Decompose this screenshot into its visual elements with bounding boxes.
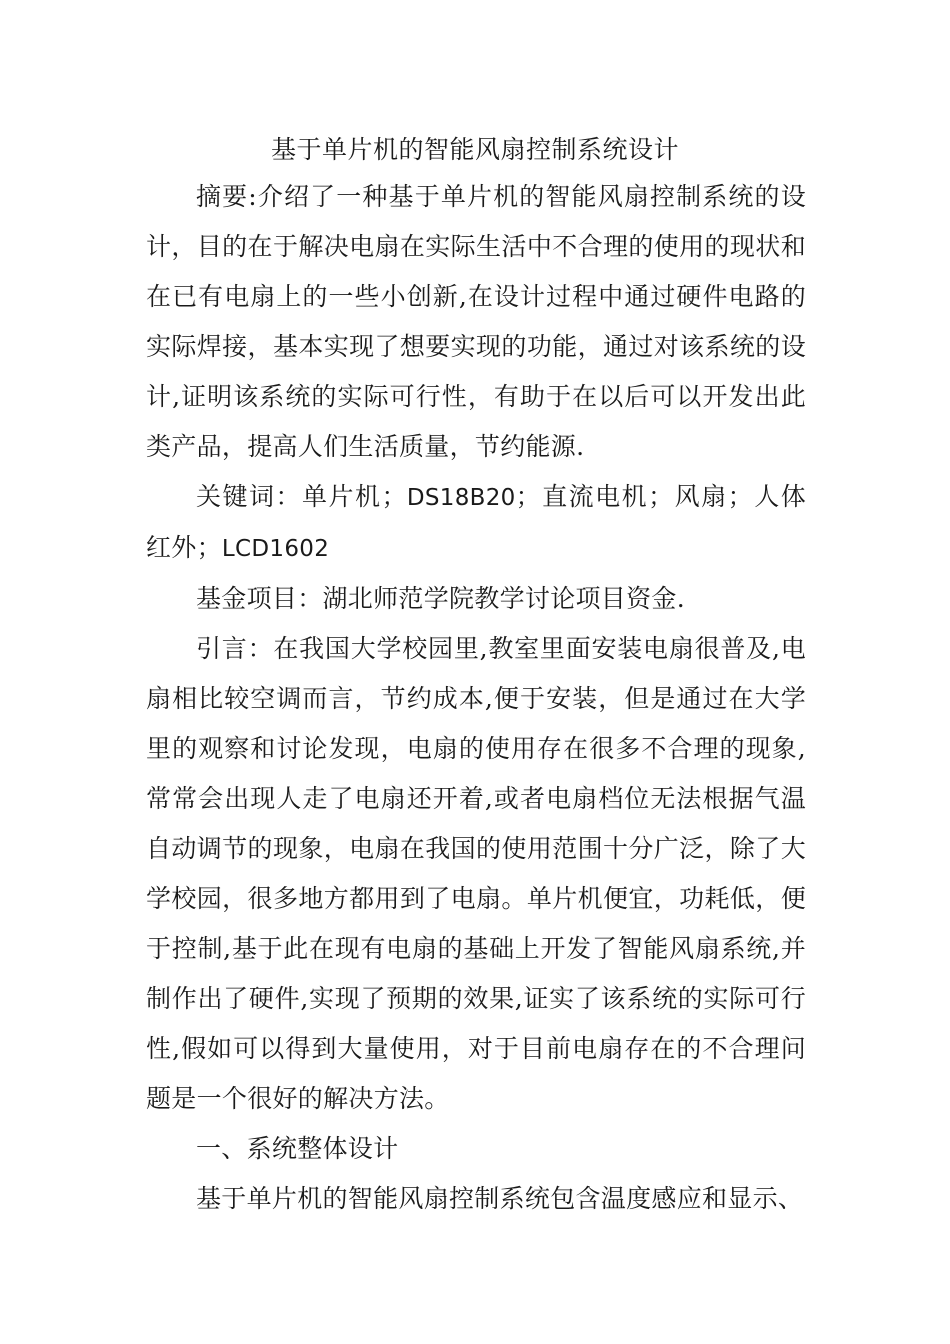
keywords-paragraph <box>146 472 806 574</box>
keyword-lcd1602: LCD1602 <box>221 536 330 562</box>
keywords-middle: ；直流电机；风扇；人体红外； <box>146 482 806 562</box>
keyword-ds18b20: DS18B20 <box>406 485 516 511</box>
keywords-prefix: 关键词：单片机； <box>196 482 407 511</box>
fund-paragraph: 基金项目：湖北师范学院教学讨论项目资金. <box>196 584 685 613</box>
section-paragraph: 基于单片机的智能风扇控制系统包含温度感应和显示、 <box>196 1184 804 1213</box>
abstract-paragraph: 摘要:介绍了一种基于单片机的智能风扇控制系统的设计，目的在于解决电扇在实际生活中不合理的使用的现状和在已有电扇上的一些小创新,在设计过程中通过硬件电路的实际焊接，基本实现了想要实现的功能，通过对该系统的设计,证明该系统的实际可行性，有助于在以后可以开发出此类产品，提高人们生活质量，节约能源. <box>146 182 806 461</box>
document-title: 基于单片机的智能风扇控制系统设计 <box>270 135 679 164</box>
section-heading: 一、系统整体设计 <box>196 1134 399 1163</box>
document-body <box>146 172 806 1224</box>
introduction-paragraph: 引言：在我国大学校园里,教室里面安装电扇很普及,电扇相比较空调而言，节约成本,便于安装，但是通过在大学里的观察和讨论发现，电扇的使用存在很多不合理的现象,常常会出现人走了电扇还开着,或者电扇档位无法根据气温自动调节的现象，电扇在我国的使用范围十分广泛，除了大学校园，很多地方都用到了电扇。单片机便宜，功耗低，便于控制,基于此在现有电扇的基础上开发了智能风扇系统,并制作出了硬件,实现了预期的效果,证实了该系统的实际可行性,假如可以得到大量使用，对于目前电扇存在的不合理问题是一个很好的解决方法。 <box>146 634 806 1113</box>
